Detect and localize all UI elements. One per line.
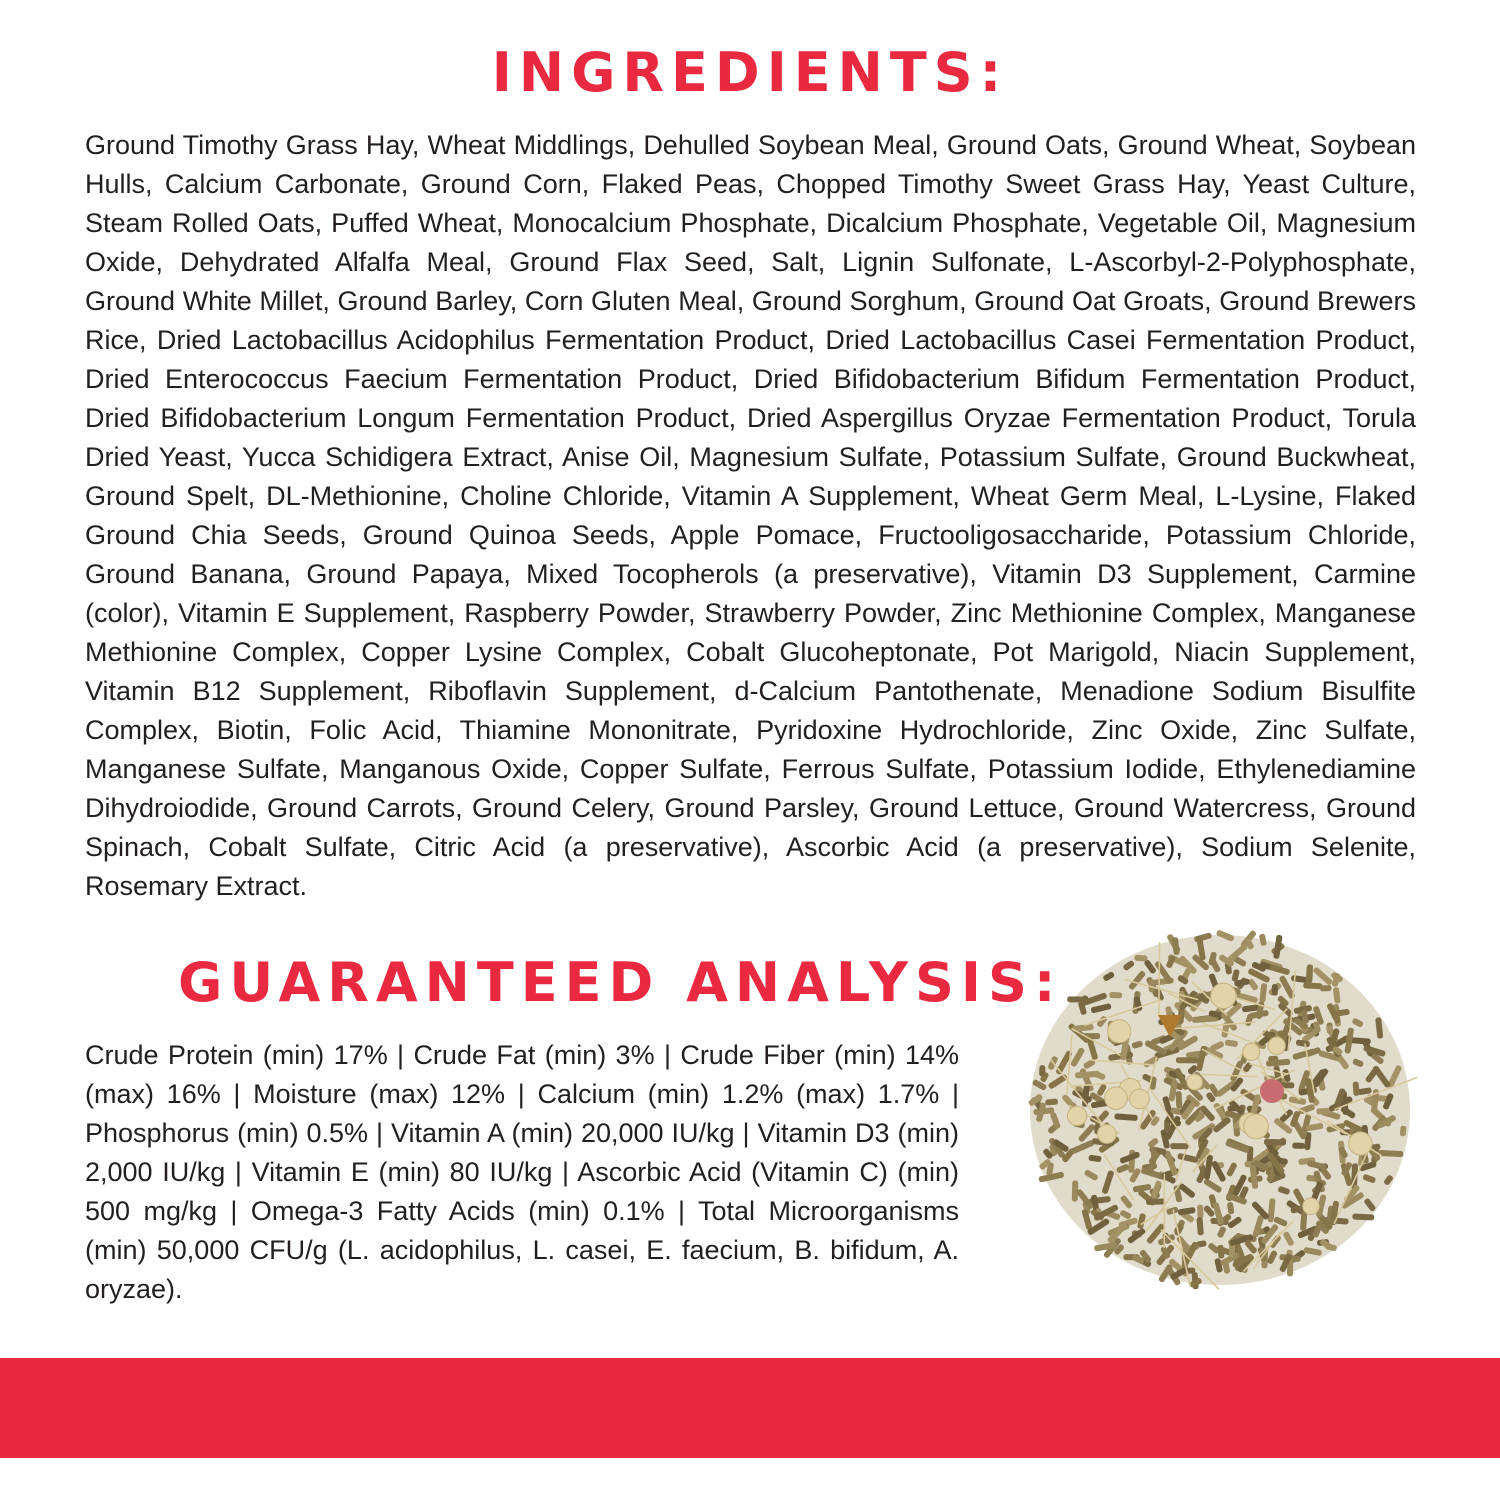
bottom-accent-band bbox=[0, 1358, 1500, 1458]
guaranteed-analysis-text: Crude Protein (min) 17% | Crude Fat (min) 3% | Crude Fiber (min) 14% (max) 16% | Moisture (max) 12% | Calcium (min) 1.2% (max) 1.7% | Phosphorus (min) 0.5% | Vitamin A (min) 20,000 IU/kg | Vitamin D3 (min) 2,000 IU/kg | Vitamin E (min) 80 IU/kg | Ascorbic Acid (Vitamin C) (min) 500 mg/kg | Omega-3 Fatty Acids (min) 0.1% | Total Microorganisms (min) 50,000 CFU/g (L. acidophilus, L. casei, E. faecium, B. bifidum, A. oryzae). bbox=[85, 1040, 959, 1304]
ingredients-list: Ground Timothy Grass Hay, Wheat Middlings, Dehulled Soybean Meal, Ground Oats, Ground Wheat, Soybean Hulls, Calcium Carbonate, Ground Corn, Flaked Peas, Chopped Timothy Sweet Grass Hay, Yeast Culture, Steam Rolled Oats, Puffed Wheat, Monocalcium Phosphate, Dicalcium Phosphate, Vegetable Oil, Magnesium Oxide, Dehydrated Alfalfa Meal, Ground Flax Seed, Salt, Lignin Sulfonate, L-Ascorbyl-2-Polyphosphate, Ground White Millet, Ground Barley, Corn Gluten Meal, Ground Sorghum, Ground Oat Groats, Ground Brewers Rice, Dried Lactobacillus Acidophilus Fermentation Product, Dried Lactobacillus Casei Fermentation Product, Dried Enterococcus Faecium Fermentation Product, Dried Bifidobacterium Bifidum Fermentation Product, Dried Bifidobacterium Longum Fermentation Product, Dried Aspergillus Oryzae Fermentation Product, Torula Dried Yeast, Yucca Schidigera Extract, Anise Oil, Magnesium Sulfate, Potassium Sulfate, Ground Buckwheat, Ground Spelt, DL-Methionine, Choline Chloride, Vitamin A Supplement, Wheat Germ Meal, L-Lysine, Flaked Ground Chia Seeds, Ground Quinoa Seeds, Apple Pomace, Fructooligosaccharide, Potassium Chloride, Ground Banana, Ground Papaya, Mixed Tocopherols (a preservative), Vitamin D3 Supplement, Carmine (color), Vitamin E Supplement, Raspberry Powder, Strawberry Powder, Zinc Methionine Complex, Manganese Methionine Complex, Copper Lysine Complex, Cobalt Glucoheptonate, Pot Marigold, Niacin Supplement, Vitamin B12 Supplement, Riboflavin Supplement, d-Calcium Pantothenate, Menadione Sodium Bisulfite Complex, Biotin, Folic Acid, Thiamine Mononitrate, Pyridoxine Hydrochloride, Zinc Oxide, Zinc Sulfate, Manganese Sulfate, Manganous Oxide, Copper Sulfate, Ferrous Sulfate, Potassium Iodide, Ethylenediamine Dihydroiodide, Ground Carrots, Ground Celery, Ground Parsley, Ground Lettuce, Ground Watercress, Ground Spinach, Cobalt Sulfate, Citric Acid (a preservative), Ascorbic Acid (a preservative), Sodium Selenite, Rosemary Extract. bbox=[85, 130, 1416, 901]
ingredients-heading: INGREDIENTS: bbox=[491, 41, 1009, 104]
guaranteed-analysis-heading: GUARANTEED ANALYSIS: bbox=[178, 951, 1063, 1014]
food-pile-image bbox=[1010, 905, 1430, 1310]
